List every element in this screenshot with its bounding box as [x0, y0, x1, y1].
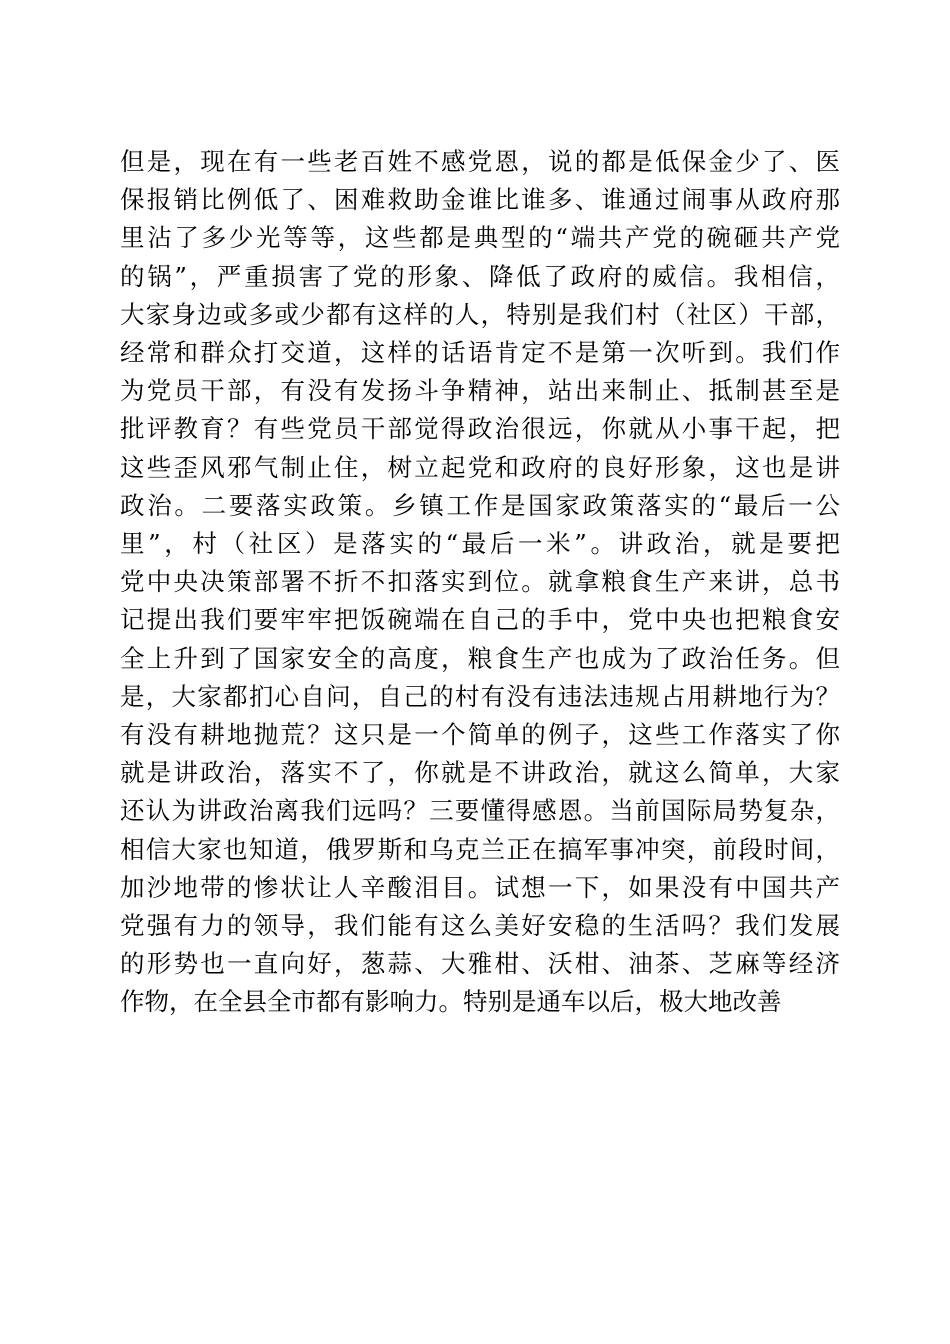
text-line: 党强有力的领导，我们能有这么美好安稳的生活吗？我们发展 [120, 911, 840, 941]
text-line: 加沙地带的惨状让人辛酸泪目。试想一下，如果没有中国共产 [120, 872, 840, 902]
text-line: 党中央决策部署不折不扣落实到位。就拿粮食生产来讲，总书 [120, 567, 840, 597]
text-line: 还认为讲政治离我们远吗？三要懂得感恩。当前国际局势复杂， [120, 796, 840, 826]
text-line: 大家身边或多或少都有这样的人，特别是我们村（社区）干部， [120, 299, 840, 329]
text-line: 相信大家也知道，俄罗斯和乌克兰正在搞军事冲突，前段时间， [120, 834, 840, 864]
text-line: 里”，村（社区）是落实的“最后一米”。讲政治，就是要把 [120, 529, 840, 559]
text-line: 保报销比例低了、困难救助金谁比谁多、谁通过闹事从政府那 [120, 185, 840, 215]
text-line: 是，大家都扪心自问，自己的村有没有违法违规占用耕地行为？ [120, 681, 840, 711]
text-line: 有没有耕地抛荒？这只是一个简单的例子，这些工作落实了你 [120, 720, 840, 750]
text-line: 的形势也一直向好，葱蒜、大雅柑、沃柑、油茶、芝麻等经济 [120, 949, 840, 979]
text-line: 批评教育？有些党员干部觉得政治很远，你就从小事干起，把 [120, 414, 840, 444]
text-line: 记提出我们要牢牢把饭碗端在自己的手中，党中央也把粮食安 [120, 605, 840, 635]
text-line: 政治。二要落实政策。乡镇工作是国家政策落实的“最后一公 [120, 490, 840, 520]
text-line: 这些歪风邪气制止住，树立起党和政府的良好形象，这也是讲 [120, 452, 840, 482]
text-line: 的锅”，严重损害了党的形象、降低了政府的威信。我相信， [120, 261, 840, 291]
text-line: 经常和群众打交道，这样的话语肯定不是第一次听到。我们作 [120, 338, 840, 368]
text-line: 里沾了多少光等等，这些都是典型的“端共产党的碗砸共产党 [120, 223, 840, 253]
text-line: 就是讲政治，落实不了，你就是不讲政治，就这么简单，大家 [120, 758, 840, 788]
text-line: 全上升到了国家安全的高度，粮食生产也成为了政治任务。但 [120, 643, 840, 673]
text-line: 作物，在全县全市都有影响力。特别是通车以后，极大地改善 [120, 987, 782, 1017]
text-line: 但是，现在有一些老百姓不感党恩，说的都是低保金少了、医 [120, 147, 840, 176]
text-line: 为党员干部，有没有发扬斗争精神，站出来制止、抵制甚至是 [120, 376, 840, 406]
body-paragraph [120, 143, 840, 1022]
